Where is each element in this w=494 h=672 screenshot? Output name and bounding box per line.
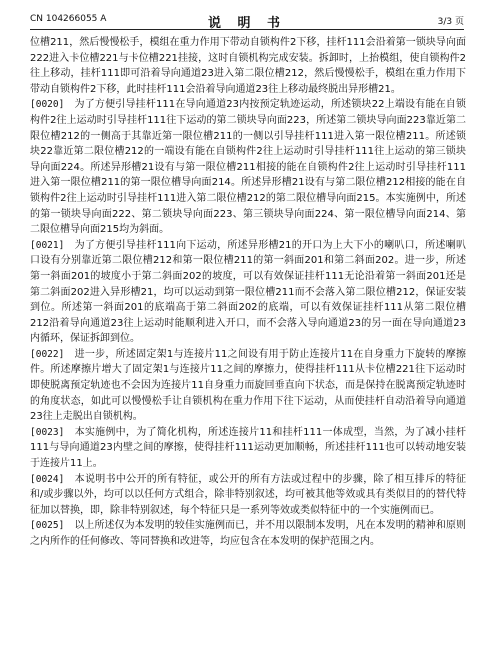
page-number: 3/3 页	[437, 17, 464, 27]
paragraph-number: [0022]	[30, 348, 65, 360]
paragraph-text: 进一步，所述固定架1与连接片11之间设有用于防止连接片11在自身重力下旋转的摩擦件。所述摩擦片增大了固定架1与连接片11之间的摩擦力，使得挂杆111从卡位槽221往下运动时即使脱离预定轨迹也不会因为连接片11自身重力而旋回垂直向下状态，而是保持在脱离预定轨迹时的角度状态，如此可以慢慢松手让自锁机构在重力作用下往下运动，从而使挂杆自动沿着导向通道23往上走脱出自锁机构。	[30, 348, 466, 423]
paragraph-text: 为了方便引导挂杆111在导向通道23内按预定轨迹运动，所述锁块22上端设有能在自锁构件2往上运动时引导挂杆111往下运动的第二锁块导向面223，所述第二锁块导向面223靠近第二限位槽212的一侧高于其靠近第一限位槽211的一侧以引导挂杆111进入第一限位槽211。所述锁块22靠近第二限位槽212的一端设有能在自锁构件2往上运动时引导挂杆111往上运动的第三锁块导向面224。所述异形槽21设有与第一限位槽211相接的能在自锁构件2往上运动时引导挂杆111进入第一限位槽211的第一限位槽导向面214。所述异形槽21设有与第二限位槽212相接的能在自锁构件2往上运动时引导挂杆111进入第二限位槽212的第二限位槽导向面215。本实施例中，所述的第一锁块导向面222、第二锁块导向面223、第三锁块导向面224、第一限位槽导向面214、第二限位槽导向面215均为斜面。	[30, 99, 466, 236]
paragraph-number: [0021]	[30, 239, 65, 251]
paragraph-text: 本说明书中公开的所有特征，或公开的所有方法或过程中的步骤，除了相互排斥的特征和/或步骤以外，均可以以任何方式组合，除非特别叙述，均可被其他等效或具有类似目的的替代特征加以替换，即，除非特别叙述，每个特征只是一系列等效或类似特征中的一个实施例而已。	[30, 473, 466, 516]
paragraph-number: [0023]	[30, 426, 65, 438]
paragraph	[30, 238, 466, 347]
document-number: CN 104266055 A	[30, 14, 107, 24]
paragraph-number: [0025]	[30, 520, 65, 532]
paragraph-text: 本实施例中，为了简化机构，所述连接片11和挂杆111一体成型，当然，为了减小挂杆111与导向通道23内壁之间的摩擦，使得挂杆111运动更加顺畅，所述挂杆111也可以转动地安装于连接片11上。	[30, 426, 466, 470]
page-title: 说 明 书	[207, 16, 287, 31]
paragraph-number: [0020]	[30, 99, 65, 111]
paragraph-text: 为了方便引导挂杆111向下运动，所述异形槽21的开口为上大下小的喇叭口，所述喇叭口设有分别靠近第二限位槽212和第一限位槽211的第一斜面201和第二斜面202。进一步，所述第一斜面201的坡度小于第二斜面202的坡度，可以有效保证挂杆111无论沿着第一斜面201还是第二斜面202进入异形槽21，均可以运动到第一限位槽211而不会落入第二限位槽212，保证安装到位。所述第一斜面201的底端高于第二斜面202的底端，可以有效保证挂杆111从第二限位槽212沿着导向通道23往上运动时能顺利进入开口，而不会落入导向通道23的另一面在导向通道23内循环，保证拆卸到位。	[30, 239, 466, 345]
page-header	[30, 12, 464, 31]
paragraph	[30, 35, 466, 97]
paragraph	[30, 425, 466, 472]
header-rule	[30, 29, 464, 30]
paragraph-text: 以上所述仅为本发明的较佳实施例而已，并不用以限制本发明，凡在本发明的精神和原则之内所作的任何修改、等同替换和改进等，均应包含在本发明的保护范围之内。	[30, 520, 466, 547]
paragraph-number: [0024]	[30, 473, 65, 485]
document-body	[30, 35, 466, 550]
paragraph	[30, 518, 466, 549]
paragraph	[30, 472, 466, 519]
paragraph-text: 位槽211，然后慢慢松手，模组在重力作用下带动自锁构件2下移，挂杆111会沿着第一锁块导向面222进入卡位槽221与卡位槽221挂接，这时自锁机构完成安装。拆卸时，上抬模组，使自锁构件2往上移动，挂杆111即可沿着导向通道23进入第二限位槽212，然后慢慢松手，模组在重力作用下带动自锁构件2下移，此时挂杆111会沿着导向通道23往上移动最终脱出异形槽21。	[30, 37, 466, 95]
paragraph	[30, 97, 466, 237]
paragraph	[30, 347, 466, 425]
